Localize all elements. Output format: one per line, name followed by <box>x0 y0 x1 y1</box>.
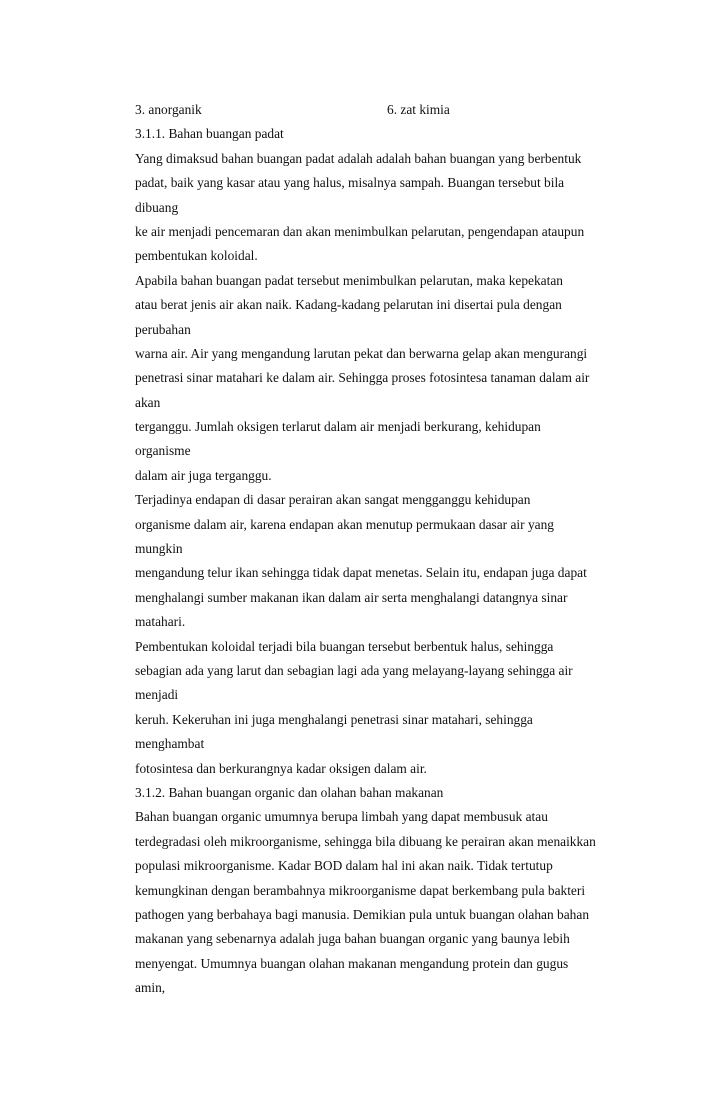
text-line: menyengat. Umumnya buangan olahan makanan mengandung protein dan gugus <box>135 955 569 971</box>
body-text <box>135 122 655 1000</box>
text-line: amin, <box>135 980 166 996</box>
text-line: pembentukan koloidal. <box>135 248 258 264</box>
text-line: sebagian ada yang larut dan sebagian lagi ada yang melayang-layang sehingga air <box>135 662 573 678</box>
text-line: terganggu. Jumlah oksigen terlarut dalam air menjadi berkurang, kehidupan <box>135 419 541 435</box>
text-line: menghalangi sumber makanan ikan dalam air serta menghalangi datangnya sinar <box>135 589 568 605</box>
text-line: 3.1.1. Bahan buangan padat <box>135 126 284 142</box>
text-line: fotosintesa dan berkurangnya kadar oksigen dalam air. <box>135 760 427 776</box>
text-line: populasi mikroorganisme. Kadar BOD dalam hal ini akan naik. Tidak tertutup <box>135 858 553 874</box>
list-item-anorganik: 3. anorganik <box>135 102 202 117</box>
text-line: Yang dimaksud bahan buangan padat adalah adalah bahan buangan yang berbentuk <box>135 150 582 166</box>
text-line: organisme <box>135 443 191 459</box>
text-line: kemungkinan dengan berambahnya mikroorganisme dapat berkembang pula bakteri <box>135 882 586 898</box>
text-line: akan <box>135 394 161 410</box>
text-line: terdegradasi oleh mikroorganisme, sehingga bila dibuang ke perairan akan menaikkan <box>135 833 596 849</box>
document-body <box>135 98 655 1000</box>
text-line: makanan yang sebenarnya adalah juga bahan buangan organic yang baunya lebih <box>135 931 570 947</box>
text-line: perubahan <box>135 321 191 337</box>
text-line: pathogen yang berbahaya bagi manusia. Demikian pula untuk buangan olahan bahan <box>135 906 590 922</box>
text-line: padat, baik yang kasar atau yang halus, misalnya sampah. Buangan tersebut bila <box>135 175 565 191</box>
text-line: atau berat jenis air akan naik. Kadang-kadang pelarutan ini disertai pula dengan <box>135 297 562 313</box>
text-line: Terjadinya endapan di dasar perairan akan sangat mengganggu kehidupan <box>135 492 531 508</box>
text-line: mengandung telur ikan sehingga tidak dapat menetas. Selain itu, endapan juga dapat <box>135 565 587 581</box>
text-line: penetrasi sinar matahari ke dalam air. Sehingga proses fotosintesa tanaman dalam air <box>135 370 590 386</box>
text-line: matahari. <box>135 614 186 630</box>
text-line: menjadi <box>135 687 179 703</box>
text-line: warna air. Air yang mengandung larutan pekat dan berwarna gelap akan mengurangi <box>135 345 588 361</box>
list-header-row <box>135 98 655 122</box>
text-line: dalam air juga terganggu. <box>135 467 272 483</box>
text-line: 3.1.2. Bahan buangan organic dan olahan bahan makanan <box>135 784 444 800</box>
text-line: Bahan buangan organic umumnya berupa limbah yang dapat membusuk atau <box>135 809 548 825</box>
text-line: Apabila bahan buangan padat tersebut menimbulkan pelarutan, maka kepekatan <box>135 272 563 288</box>
text-line: mungkin <box>135 541 183 557</box>
text-line: menghambat <box>135 736 205 752</box>
text-line: dibuang <box>135 199 179 215</box>
text-line: keruh. Kekeruhan ini juga menghalangi penetrasi sinar matahari, sehingga <box>135 711 533 727</box>
text-line: organisme dalam air, karena endapan akan menutup permukaan dasar air yang <box>135 516 554 532</box>
list-item-zat-kimia: 6. zat kimia <box>387 102 450 117</box>
text-line: Pembentukan koloidal terjadi bila buangan tersebut berbentuk halus, sehingga <box>135 638 554 654</box>
text-line: ke air menjadi pencemaran dan akan menimbulkan pelarutan, pengendapan ataupun <box>135 223 585 239</box>
